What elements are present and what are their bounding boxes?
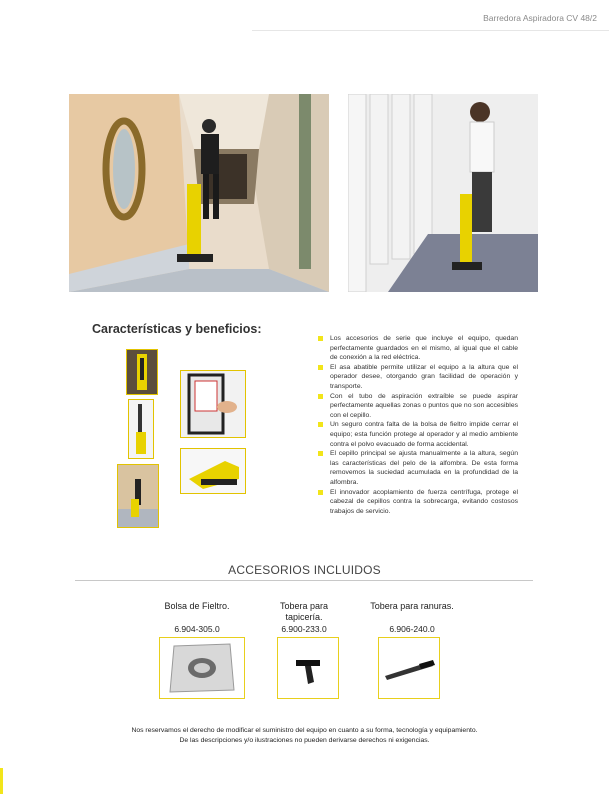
bullet-square-icon [318, 451, 323, 456]
accessories-title: ACCESORIOS INCLUIDOS [228, 563, 381, 577]
accessory-code: 6.904-305.0 [174, 624, 220, 634]
thumb-brush-adjustment [180, 448, 246, 494]
benefits-list [318, 334, 518, 516]
footer-line-2: De las descripciones y/o ilustraciones no pueden derivarse derechos ni exigencias. [179, 736, 430, 744]
accessory-upholstery-nozzle-image [277, 637, 339, 699]
corner-accent-mark [0, 768, 3, 794]
accessory-crevice-nozzle-image [378, 637, 440, 699]
accessory-code: 6.906-240.0 [389, 624, 435, 634]
bullet-square-icon [318, 365, 323, 370]
bullet-square-icon [318, 336, 323, 341]
header-divider [252, 30, 609, 31]
thumb-accessory-storage [126, 349, 158, 395]
benefit-text: El innovador acoplamiento de fuerza centrífuga, protege el cabezal de cepillos contra la sobrecarga, evitando costosos trabajos de servicio. [330, 488, 518, 515]
accessory-code: 6.900-233.0 [281, 624, 327, 634]
features-title: Características y beneficios: [92, 322, 262, 336]
benefit-text: El asa abatible permite utilizar el equipo a la altura que el operador desee, otorgando gran facilidad de operación y transporte. [330, 363, 518, 390]
document-header-title: Barredora Aspiradora CV 48/2 [483, 13, 597, 23]
benefit-text: Con el tubo de aspiración extraíble se puede aspirar perfectamente aquellas zonas o puntos que no son accesibles con el cepillo. [330, 392, 518, 419]
accessories-divider [75, 580, 533, 581]
accessory-name: Tobera para tapicería. [279, 601, 329, 622]
thumb-filter-bag-lock [180, 370, 246, 438]
benefit-item [318, 420, 518, 449]
footer-line-1: Nos reservamos el derecho de modificar el suministro del equipo en cuanto a su forma, tecnología y equipamiento. [131, 727, 478, 734]
benefit-text: Los accesorios de serie que incluye el equipo, quedan perfectamente guardados en el mismo, al igual que el cable de conexión a la red eléctrica. [330, 335, 518, 362]
accessory-felt-bag-image [159, 637, 245, 699]
benefit-item [318, 392, 518, 421]
bullet-square-icon [318, 422, 323, 427]
thumb-folding-handle [128, 399, 154, 459]
benefit-item [318, 488, 518, 517]
benefit-item [318, 363, 518, 392]
benefit-item [318, 334, 518, 363]
bullet-square-icon [318, 394, 323, 399]
bullet-square-icon [318, 490, 323, 495]
accessory-name: Bolsa de Fieltro. [164, 601, 230, 611]
benefit-text: El cepillo principal se ajusta manualmente a la altura, según las características del pelo de la alfombra. De esta forma removemos la suciedad acumulada en la profundidad de la alfombra. [330, 450, 518, 486]
hero-photo-operator [348, 94, 538, 292]
hero-photo-corridor [69, 94, 329, 292]
thumb-vacuum-in-room [117, 464, 159, 528]
footer-disclaimer [0, 726, 609, 746]
benefit-item [318, 449, 518, 487]
benefit-text: Un seguro contra falta de la bolsa de fieltro impide cerrar el equipo; esta función protege al operador y al medio ambiente contra el polvo evacuado de forma accidental. [330, 421, 518, 448]
accessory-name: Tobera para ranuras. [370, 601, 454, 611]
